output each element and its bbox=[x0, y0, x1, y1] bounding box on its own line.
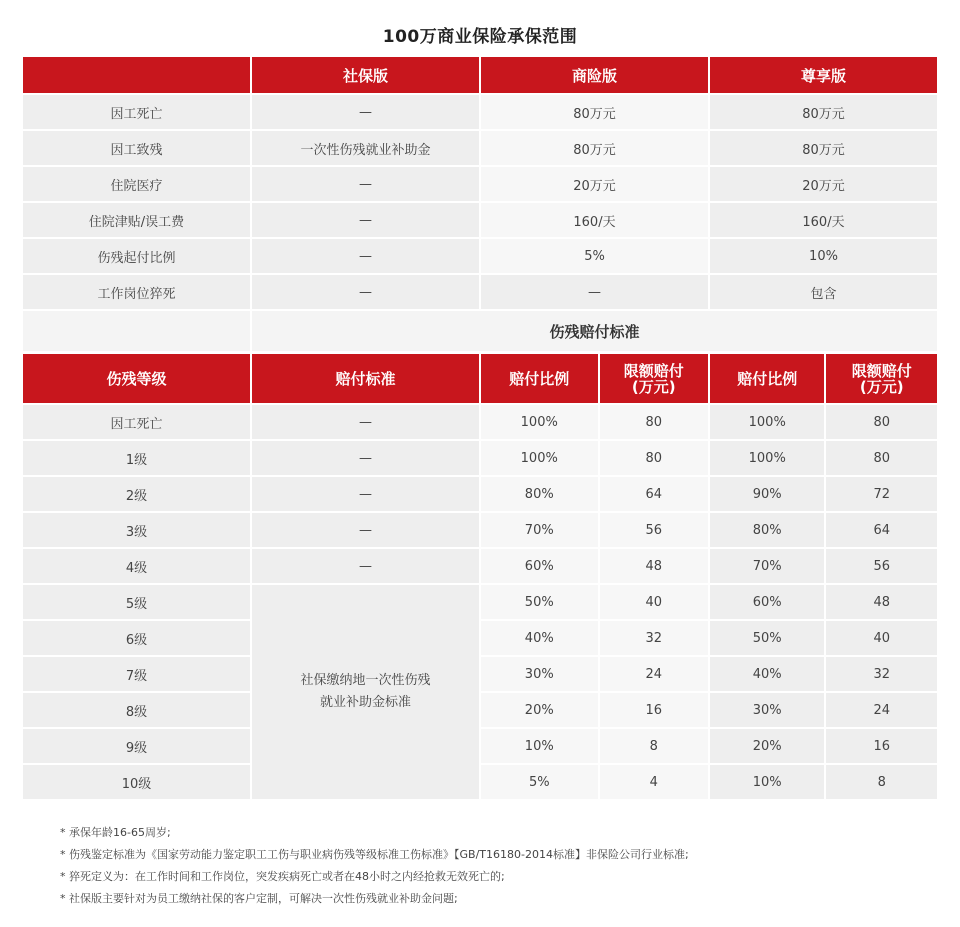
row-label: 因工死亡 bbox=[23, 95, 250, 129]
ratio-premium: 10% bbox=[710, 765, 825, 799]
coverage-header-blank bbox=[23, 57, 250, 93]
social-value: — bbox=[252, 167, 479, 201]
social-value: — bbox=[252, 203, 479, 237]
ratio-premium: 90% bbox=[710, 477, 825, 511]
commercial-value: 160/天 bbox=[481, 203, 708, 237]
disability-level: 2级 bbox=[23, 477, 250, 511]
disability-level: 7级 bbox=[23, 657, 250, 691]
ratio-commercial: 50% bbox=[481, 585, 598, 619]
header-limit-premium: 限额赔付 (万元) bbox=[826, 354, 937, 403]
ratio-premium: 30% bbox=[710, 693, 825, 727]
disability-level: 1级 bbox=[23, 441, 250, 475]
premium-value: 160/天 bbox=[710, 203, 937, 237]
limit-premium: 80 bbox=[826, 441, 937, 475]
ratio-commercial: 80% bbox=[481, 477, 598, 511]
coverage-row bbox=[23, 275, 937, 309]
disability-row bbox=[23, 729, 937, 763]
commercial-value: 80万元 bbox=[481, 131, 708, 165]
disability-row bbox=[23, 405, 937, 439]
disability-level: 10级 bbox=[23, 765, 250, 799]
limit-commercial: 48 bbox=[600, 549, 708, 583]
disability-level: 8级 bbox=[23, 693, 250, 727]
limit-premium: 8 bbox=[826, 765, 937, 799]
social-value: — bbox=[252, 95, 479, 129]
limit-premium: 48 bbox=[826, 585, 937, 619]
disability-level: 5级 bbox=[23, 585, 250, 619]
disability-row bbox=[23, 549, 937, 583]
premium-value: 20万元 bbox=[710, 167, 937, 201]
footnote: * 猝死定义为：在工作时间和工作岗位，突发疾病死亡或者在48小时之内经抢救无效死亡的; bbox=[60, 870, 505, 883]
ratio-premium: 100% bbox=[710, 405, 825, 439]
ratio-premium: 70% bbox=[710, 549, 825, 583]
premium-value: 10% bbox=[710, 239, 937, 273]
limit-commercial: 32 bbox=[600, 621, 708, 655]
section-title-spacer bbox=[23, 311, 250, 351]
disability-row bbox=[23, 585, 937, 619]
coverage-header-premium: 尊享版 bbox=[710, 57, 937, 93]
ratio-commercial: 100% bbox=[481, 441, 598, 475]
merged-payout-standard: 社保缴纳地一次性伤残 就业补助金标准 bbox=[252, 585, 479, 799]
limit-commercial: 40 bbox=[600, 585, 708, 619]
disability-level: 6级 bbox=[23, 621, 250, 655]
disability-row bbox=[23, 657, 937, 691]
limit-commercial: 4 bbox=[600, 765, 708, 799]
ratio-commercial: 40% bbox=[481, 621, 598, 655]
disability-row bbox=[23, 621, 937, 655]
disability-row bbox=[23, 693, 937, 727]
limit-premium: 24 bbox=[826, 693, 937, 727]
social-value: — bbox=[252, 239, 479, 273]
premium-value: 80万元 bbox=[710, 131, 937, 165]
footnote: * 社保版主要针对为员工缴纳社保的客户定制，可解决一次性伤残就业补助金问题; bbox=[60, 892, 458, 905]
header-disability-level: 伤残等级 bbox=[23, 354, 250, 403]
premium-value: 80万元 bbox=[710, 95, 937, 129]
disability-table bbox=[21, 352, 939, 801]
disability-row bbox=[23, 477, 937, 511]
premium-value: 包含 bbox=[710, 275, 937, 309]
ratio-premium: 20% bbox=[710, 729, 825, 763]
ratio-commercial: 10% bbox=[481, 729, 598, 763]
header-limit-commercial: 限额赔付 (万元) bbox=[600, 354, 708, 403]
ratio-premium: 100% bbox=[710, 441, 825, 475]
ratio-commercial: 20% bbox=[481, 693, 598, 727]
limit-commercial: 16 bbox=[600, 693, 708, 727]
limit-premium: 80 bbox=[826, 405, 937, 439]
social-value: — bbox=[252, 275, 479, 309]
ratio-premium: 50% bbox=[710, 621, 825, 655]
ratio-commercial: 100% bbox=[481, 405, 598, 439]
social-value: 一次性伤残就业补助金 bbox=[252, 131, 479, 165]
commercial-value: 5% bbox=[481, 239, 708, 273]
commercial-value: 80万元 bbox=[481, 95, 708, 129]
coverage-header-commercial: 商险版 bbox=[481, 57, 708, 93]
commercial-value: — bbox=[481, 275, 708, 309]
footnotes bbox=[60, 822, 689, 910]
coverage-row bbox=[23, 95, 937, 129]
row-label: 住院医疗 bbox=[23, 167, 250, 201]
limit-commercial: 56 bbox=[600, 513, 708, 547]
section-title-row bbox=[23, 311, 937, 351]
coverage-row bbox=[23, 131, 937, 165]
payout-standard: — bbox=[252, 405, 479, 439]
row-label: 工作岗位猝死 bbox=[23, 275, 250, 309]
commercial-value: 20万元 bbox=[481, 167, 708, 201]
coverage-header-row bbox=[23, 57, 937, 93]
limit-premium: 32 bbox=[826, 657, 937, 691]
payout-standard: — bbox=[252, 477, 479, 511]
limit-premium: 16 bbox=[826, 729, 937, 763]
header-payout-standard: 赔付标准 bbox=[252, 354, 479, 403]
header-payout-ratio-premium: 赔付比例 bbox=[710, 354, 825, 403]
page-title: 100万商业保险承保范围 bbox=[382, 27, 578, 47]
limit-commercial: 80 bbox=[600, 405, 708, 439]
row-label: 伤残起付比例 bbox=[23, 239, 250, 273]
disability-level: 9级 bbox=[23, 729, 250, 763]
limit-premium: 40 bbox=[826, 621, 937, 655]
footnote: * 伤残鉴定标准为《国家劳动能力鉴定职工工伤与职业病伤残等级标准工伤标准》【GB/T16180-2014标准】非保险公司行业标准; bbox=[60, 848, 689, 861]
limit-commercial: 64 bbox=[600, 477, 708, 511]
limit-commercial: 80 bbox=[600, 441, 708, 475]
coverage-header-social: 社保版 bbox=[252, 57, 479, 93]
section-title: 伤残赔付标准 bbox=[252, 311, 937, 351]
ratio-premium: 60% bbox=[710, 585, 825, 619]
limit-commercial: 24 bbox=[600, 657, 708, 691]
disability-level: 4级 bbox=[23, 549, 250, 583]
limit-premium: 56 bbox=[826, 549, 937, 583]
disability-header-row bbox=[23, 354, 937, 403]
ratio-commercial: 5% bbox=[481, 765, 598, 799]
ratio-premium: 80% bbox=[710, 513, 825, 547]
coverage-row bbox=[23, 167, 937, 201]
row-label: 住院津贴/误工费 bbox=[23, 203, 250, 237]
ratio-premium: 40% bbox=[710, 657, 825, 691]
row-label: 因工致残 bbox=[23, 131, 250, 165]
disability-level: 3级 bbox=[23, 513, 250, 547]
ratio-commercial: 30% bbox=[481, 657, 598, 691]
payout-standard: — bbox=[252, 549, 479, 583]
limit-premium: 72 bbox=[826, 477, 937, 511]
payout-standard: — bbox=[252, 513, 479, 547]
payout-standard: — bbox=[252, 441, 479, 475]
header-payout-ratio-commercial: 赔付比例 bbox=[481, 354, 598, 403]
ratio-commercial: 70% bbox=[481, 513, 598, 547]
disability-row bbox=[23, 513, 937, 547]
disability-row bbox=[23, 765, 937, 799]
footnote: * 承保年龄16-65周岁; bbox=[60, 826, 171, 839]
coverage-table bbox=[21, 55, 939, 353]
limit-premium: 64 bbox=[826, 513, 937, 547]
coverage-row bbox=[23, 203, 937, 237]
ratio-commercial: 60% bbox=[481, 549, 598, 583]
disability-level: 因工死亡 bbox=[23, 405, 250, 439]
coverage-row bbox=[23, 239, 937, 273]
disability-row bbox=[23, 441, 937, 475]
limit-commercial: 8 bbox=[600, 729, 708, 763]
